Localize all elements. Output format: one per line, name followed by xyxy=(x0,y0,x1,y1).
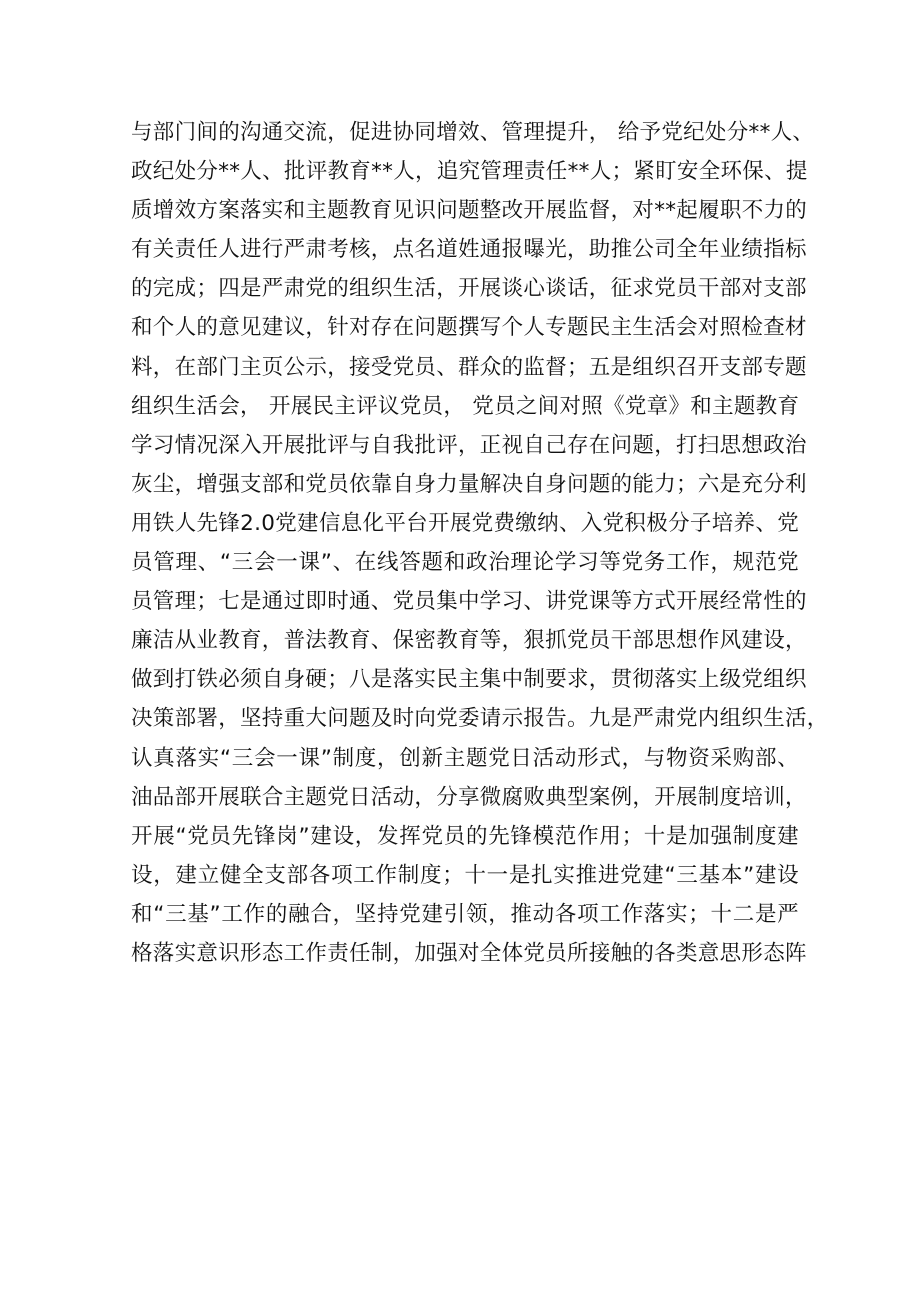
text-line: 员管理；七是通过即时通、党员集中学习、讲党课等方式开展经常性的 xyxy=(131,589,807,615)
body-paragraph xyxy=(131,113,829,973)
text-line: 与部门间的沟通交流，促进协同增效、管理提升， 给予党纪处分**人、 xyxy=(131,120,815,145)
text-line: 油品部开展联合主题党日活动，分享微腐败典型案例，开展制度培训， xyxy=(131,784,807,810)
text-line: 料，在部门主页公示，接受党员、群众的监督；五是组织召开支部专题 xyxy=(131,354,807,380)
text-line: 有关责任人进行严肃考核，点名道姓通报曝光，助推公司全年业绩指标 xyxy=(131,237,807,263)
text-line: 决策部署，坚持重大问题及时向党委请示报告。九是严肃党内组织生活， xyxy=(131,706,829,732)
text-line: 组织生活会， 开展民主评议党员， 党员之间对照《党章》和主题教育 xyxy=(131,393,800,419)
text-line: 用铁人先锋2.0党建信息化平台开展党费缴纳、入党积极分子培养、党 xyxy=(131,510,799,536)
text-line: 设，建立健全支部各项工作制度；十一是扎实推进党建“三基本”建设 xyxy=(131,862,799,888)
text-line: 政纪处分**人、批评教育**人，追究管理责任**人；紧盯安全环保、提 xyxy=(131,159,808,185)
text-line: 认真落实“三会一课”制度，创新主题党日活动形式，与物资采购部、 xyxy=(131,745,799,771)
text-line: 做到打铁必须自身硬；八是落实民主集中制要求，贯彻落实上级党组织 xyxy=(131,667,807,693)
text-line: 开展“党员先锋岗”建设，发挥党员的先锋模范作用；十是加强制度建 xyxy=(131,823,799,849)
text-line: 和“三基”工作的融合，坚持党建引领，推动各项工作落实；十二是严 xyxy=(131,901,799,927)
text-line: 学习情况深入开展批评与自我批评，正视自己存在问题，打扫思想政治 xyxy=(131,432,807,458)
text-line: 的完成；四是严肃党的组织生活，开展谈心谈话，征求党员干部对支部 xyxy=(131,276,807,302)
text-line: 质增效方案落实和主题教育见识问题整改开展监督，对**起履职不力的 xyxy=(131,198,808,224)
text-line: 员管理、“三会一课”、在线答题和政治理论学习等党务工作，规范党 xyxy=(131,550,799,576)
text-line: 廉洁从业教育，普法教育、保密教育等，狠抓党员干部思想作风建设， xyxy=(131,628,807,654)
text-line: 格落实意识形态工作责任制，加强对全体党员所接触的各类意思形态阵 xyxy=(131,940,807,966)
text-line: 灰尘，增强支部和党员依靠自身力量解决自身问题的能力；六是充分利 xyxy=(131,471,807,497)
text-line: 和个人的意见建议，针对存在问题撰写个人专题民主生活会对照检查材 xyxy=(131,315,807,341)
